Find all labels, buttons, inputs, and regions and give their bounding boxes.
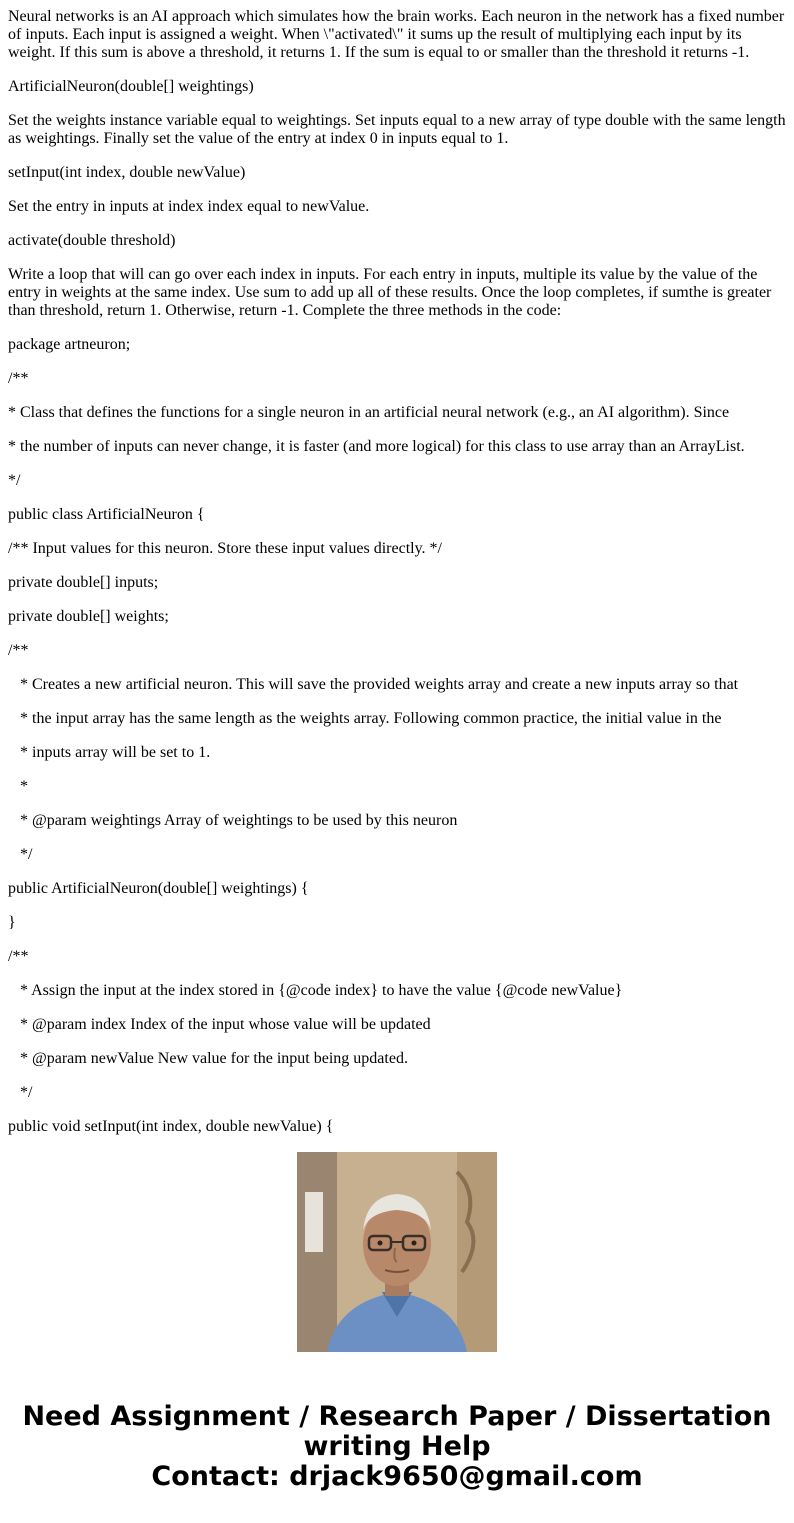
document-paragraph: /** bbox=[8, 370, 29, 387]
document-paragraph: * Creates a new artificial neuron. This will save the provided weights array and create a new inputs array so that bbox=[20, 676, 739, 693]
document-paragraph: Set the weights instance variable equal to weightings. Set inputs equal to a new array of type double with the same length as weightings. Finally set the value of the entry at index 0 in inputs equal to 1. bbox=[8, 112, 786, 147]
document-paragraph: * @param index Index of the input whose value will be updated bbox=[20, 1016, 431, 1033]
document-paragraph: * the input array has the same length as the weights array. Following common practice, the initial value in the bbox=[20, 710, 722, 727]
document-paragraph: ArtificialNeuron(double[] weightings) bbox=[8, 78, 254, 95]
document-paragraph: public ArtificialNeuron(double[] weightings) { bbox=[8, 880, 309, 897]
document-paragraph: /** Input values for this neuron. Store these input values directly. */ bbox=[8, 540, 442, 557]
banner-contact-line: Contact: drjack9650@gmail.com bbox=[151, 1461, 643, 1492]
document-paragraph: activate(double threshold) bbox=[8, 232, 176, 249]
document-paragraph: private double[] inputs; bbox=[8, 574, 159, 591]
document-paragraph: * Assign the input at the index stored in {@code index} to have the value {@code newValue} bbox=[20, 982, 623, 999]
document-paragraph: */ bbox=[20, 1084, 33, 1101]
document-paragraph: /** bbox=[8, 642, 29, 659]
contact-banner bbox=[0, 1402, 794, 1492]
person-portrait-icon bbox=[297, 1152, 497, 1352]
document-paragraph: Neural networks is an AI approach which simulates how the brain works. Each neuron in the network has a fixed number of inputs. Each input is assigned a weight. When \"activated\" it sums up the result of multiplying each input by its weight. If this sum is above a threshold, it returns 1. If the sum is equal to or smaller than the threshold it returns -1. bbox=[8, 8, 785, 61]
document-paragraph: private double[] weights; bbox=[8, 608, 169, 625]
document-paragraph: Set the entry in inputs at index index equal to newValue. bbox=[8, 198, 370, 215]
document-paragraph: */ bbox=[20, 846, 33, 863]
banner-line-2: writing Help bbox=[303, 1431, 491, 1462]
document-paragraph: * @param weightings Array of weightings to be used by this neuron bbox=[20, 812, 458, 829]
document-paragraph: * bbox=[20, 778, 28, 795]
author-photo bbox=[297, 1152, 497, 1352]
document-paragraph: setInput(int index, double newValue) bbox=[8, 164, 246, 181]
document-paragraph: */ bbox=[8, 472, 21, 489]
document-paragraph: * @param newValue New value for the input being updated. bbox=[20, 1050, 408, 1067]
document-paragraph: public void setInput(int index, double newValue) { bbox=[8, 1118, 334, 1135]
document-paragraph: } bbox=[8, 914, 16, 931]
document-paragraph: Write a loop that will can go over each index in inputs. For each entry in inputs, multiple its value by the value of the entry in weights at the same index. Use sum to add up all of these results. Once the loop completes, if sumthe is greater than threshold, return 1. Otherwise, return -1. Complete the three methods in the code: bbox=[8, 266, 772, 319]
document-paragraph: package artneuron; bbox=[8, 336, 131, 353]
document-paragraph: * the number of inputs can never change, it is faster (and more logical) for this class to use array than an ArrayList. bbox=[8, 438, 745, 455]
document-paragraph: public class ArtificialNeuron { bbox=[8, 506, 205, 523]
document-body bbox=[8, 8, 788, 1135]
document-paragraph: * inputs array will be set to 1. bbox=[20, 744, 211, 761]
banner-line-1: Need Assignment / Research Paper / Dissertation bbox=[22, 1401, 772, 1432]
document-paragraph: * Class that defines the functions for a single neuron in an artificial neural network (e.g., an AI algorithm). Since bbox=[8, 404, 730, 421]
document-paragraph: /** bbox=[8, 948, 29, 965]
